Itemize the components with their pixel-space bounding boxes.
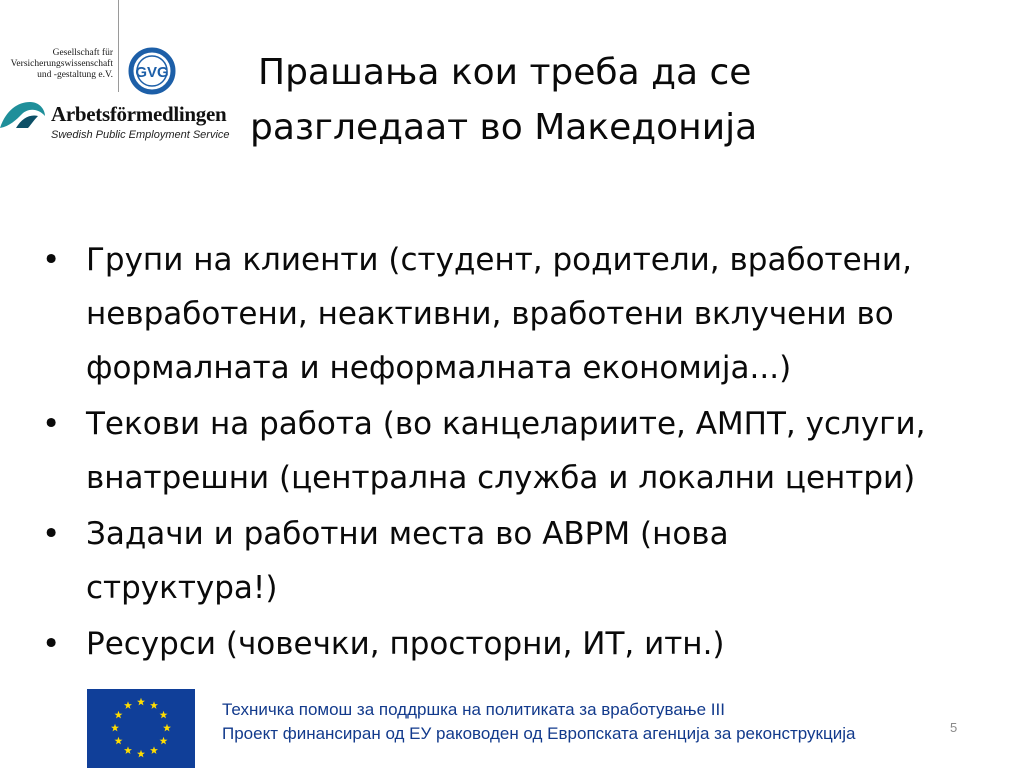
eu-star-icon [137, 698, 145, 706]
bullet-line: Текови на работа (во канцелариите, АМПТ, услуги, [86, 406, 926, 442]
bullet-item-client-groups [40, 233, 1015, 395]
bullet-icon: • [42, 516, 61, 552]
eu-star-icon [124, 746, 132, 754]
bullet-line: формалната и неформалната економија...) [86, 350, 792, 386]
gvg-line-3: und -gestaltung e.V. [37, 70, 113, 80]
bullet-line: структура!) [86, 570, 278, 606]
gvg-line-2: Versicherungswissenschaft [10, 59, 113, 69]
eu-star-icon [111, 724, 119, 732]
bullet-list [40, 233, 1015, 673]
slide-title-line-1: Прашања кои треба да се [258, 52, 752, 93]
arbetsformedlingen-subtitle: Swedish Public Employment Service [51, 129, 230, 141]
bullet-icon: • [42, 242, 61, 278]
arbetsformedlingen-logo-icon [0, 100, 46, 128]
bullet-item-workflows [40, 397, 1015, 505]
eu-flag-icon [87, 689, 195, 768]
bullet-icon: • [42, 406, 61, 442]
gvg-logo-text [0, 48, 113, 81]
bullet-line: невработени, неактивни, вработени вклучени во [86, 296, 894, 332]
bullet-line: Ресурси (човечки, просторни, ИТ, итн.) [86, 626, 725, 662]
eu-star-icon [114, 711, 122, 719]
bullet-icon: • [42, 626, 61, 662]
eu-star-icon [163, 724, 171, 732]
gvg-line-1: Gesellschaft für [52, 48, 113, 58]
bullet-item-tasks-jobs [40, 507, 1015, 615]
page-number: 5 [950, 720, 958, 735]
footer-line-2: Проект финансиран од ЕУ раководен од Европската агенција за реконструкција [222, 724, 856, 743]
eu-star-icon [160, 737, 168, 745]
gvg-badge-label: GVG [135, 64, 169, 81]
logo-divider [118, 0, 119, 92]
arbetsformedlingen-name: Arbetsförmedlingen [51, 102, 227, 126]
bullet-item-resources [40, 617, 1015, 671]
eu-stars-icon [87, 689, 195, 768]
eu-star-icon [150, 701, 158, 709]
gvg-logo-icon [123, 46, 181, 96]
footer-text [222, 698, 855, 746]
eu-star-icon [160, 711, 168, 719]
bullet-line: внатрешни (централна служба и локални центри) [86, 460, 916, 496]
bullet-line: Групи на клиенти (студент, родители, вработени, [86, 242, 912, 278]
eu-star-icon [114, 737, 122, 745]
eu-star-icon [124, 701, 132, 709]
eu-star-icon [137, 750, 145, 758]
bullet-line: Задачи и работни места во АВРМ (нова [86, 516, 729, 552]
slide-title-line-2: разгледаат во Македонија [250, 107, 758, 148]
slide-title [250, 45, 810, 155]
eu-star-icon [150, 746, 158, 754]
footer-line-1: Техничка помош за поддршка на политиката за вработување III [222, 700, 725, 719]
